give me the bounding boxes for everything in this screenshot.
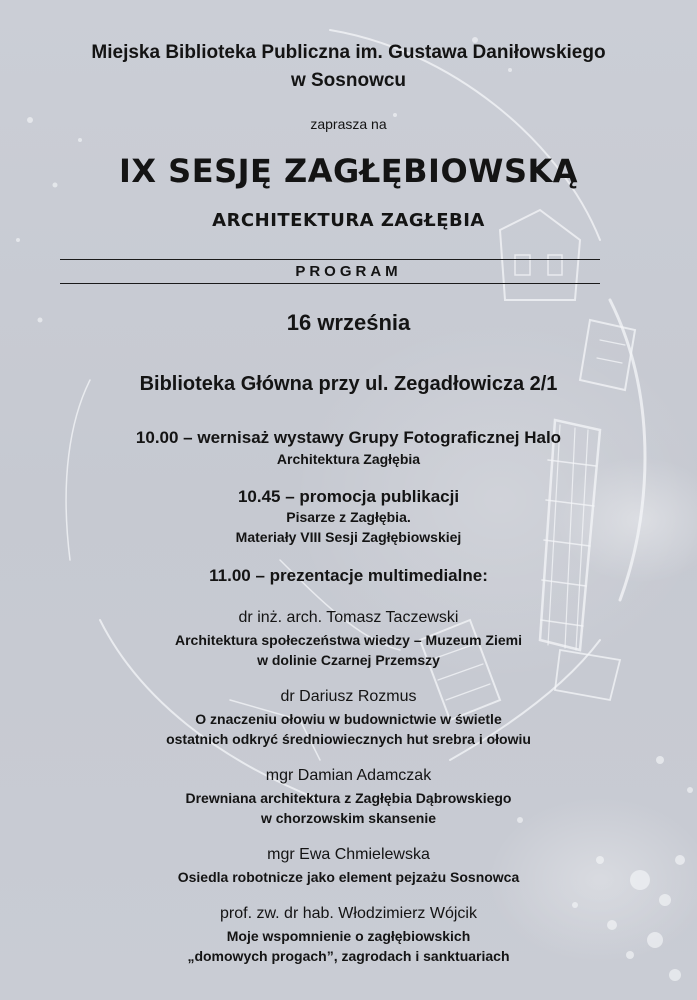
program-label: PROGRAM xyxy=(295,263,402,280)
organizer-city: w Sosnowcu xyxy=(290,70,407,91)
presentation-title: w dolinie Czarnej Przemszy xyxy=(257,652,440,668)
schedule-item-detail: Architektura Zagłębia xyxy=(276,451,421,467)
event-title: IX SESJĘ ZAGŁĘBIOWSKĄ xyxy=(118,152,579,190)
presentation-title: Architektura społeczeństwa wiedzy – Muzeum Ziemi xyxy=(175,632,522,648)
presentation-title: O znaczeniu ołowiu w budownictwie w świetle xyxy=(195,711,502,727)
presentation-title: „domowych progach”, zagrodach i sanktuariach xyxy=(187,948,510,964)
presentation-title: Drewniana architektura z Zagłębia Dąbrowskiego xyxy=(185,790,512,806)
speaker-name: dr inż. arch. Tomasz Taczewski xyxy=(238,609,459,626)
speaker-name: dr Dariusz Rozmus xyxy=(280,688,417,705)
schedule-item-heading: 10.00 – wernisaż wystawy Grupy Fotograficznej Halo xyxy=(135,428,562,447)
schedule-item-heading: 11.00 – prezentacje multimedialne: xyxy=(209,566,488,585)
speaker-name: mgr Ewa Chmielewska xyxy=(267,846,430,863)
presentation-title: Osiedla robotnicze jako element pejzażu Sosnowca xyxy=(177,869,520,885)
divider-top xyxy=(60,259,600,260)
organizer-name: Miejska Biblioteka Publiczna im. Gustawa Daniłowskiego xyxy=(91,42,606,63)
event-date: 16 września xyxy=(286,310,411,335)
event-subtitle: ARCHITEKTURA ZAGŁĘBIA xyxy=(212,210,485,231)
invitation-text: zaprasza na xyxy=(310,116,387,132)
presentation-title: ostatnich odkryć średniowiecznych hut srebra i ołowiu xyxy=(166,731,531,747)
event-venue: Biblioteka Główna przy ul. Zegadłowicza 2/1 xyxy=(139,373,558,395)
schedule-item-detail: Pisarze z Zagłębia. xyxy=(286,509,411,525)
speaker-name: mgr Damian Adamczak xyxy=(265,767,432,784)
speaker-name: prof. zw. dr hab. Włodzimierz Wójcik xyxy=(220,905,477,922)
schedule-item-detail: Materiały VIII Sesji Zagłębiowskiej xyxy=(235,529,462,545)
presentation-title: Moje wspomnienie o zagłębiowskich xyxy=(226,928,471,944)
divider-bottom xyxy=(60,283,600,284)
presentation-title: w chorzowskim skansenie xyxy=(260,810,437,826)
schedule-item-heading: 10.45 – promocja publikacji xyxy=(237,487,460,506)
